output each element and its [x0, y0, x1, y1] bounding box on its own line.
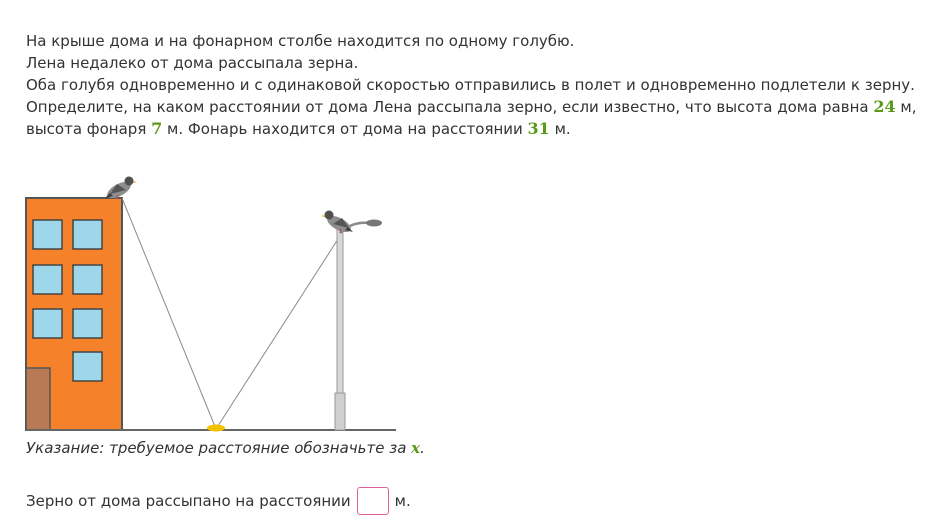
seed-icon — [207, 425, 225, 432]
lamp-height-value: 7 — [151, 119, 163, 138]
hint-text — [26, 439, 425, 457]
task-line-4-text: Определите, на каком расстоянии от дома Лена рассыпала зерно, если известно, что высота дома равна — [26, 98, 874, 116]
task-line-5-mid: м. Фонарь находится от дома на расстоянии — [162, 120, 528, 138]
task-line-4-unit: м, — [895, 98, 917, 116]
task-line-4 — [26, 96, 926, 118]
window — [33, 220, 62, 249]
house-height-value: 24 — [873, 97, 896, 116]
answer-unit: м. — [394, 492, 411, 510]
hint-label: Указание: требуемое расстояние обозначьте за — [26, 439, 412, 457]
task-line-5-unit: м. — [549, 120, 571, 138]
flight-path-lamp — [216, 236, 340, 429]
window — [33, 265, 62, 294]
flight-path-house — [122, 198, 216, 429]
lamp-post — [335, 223, 370, 430]
task-line-1: На крыше дома и на фонарном столбе находится по одному голубю. — [26, 32, 575, 50]
hint-variable: x — [411, 439, 421, 457]
window — [73, 220, 102, 249]
distance-value: 31 — [527, 119, 550, 138]
task-line-5-text: высота фонаря — [26, 120, 152, 138]
problem-illustration — [0, 165, 420, 437]
task-line-3: Оба голубя одновременно и с одинаковой скоростью отправились в полет и одновременно подлетели к зерну. — [26, 76, 915, 94]
task-line-5 — [26, 118, 926, 140]
lamp-head-icon — [366, 220, 382, 227]
window — [73, 265, 102, 294]
window — [73, 309, 102, 338]
task-line-2: Лена недалеко от дома рассыпала зерна. — [26, 54, 359, 72]
hint-end: . — [420, 439, 425, 457]
task-text — [26, 30, 926, 140]
window — [33, 309, 62, 338]
answer-label: Зерно от дома рассыпано на расстоянии — [26, 492, 351, 510]
door — [26, 368, 50, 430]
window — [73, 352, 102, 381]
